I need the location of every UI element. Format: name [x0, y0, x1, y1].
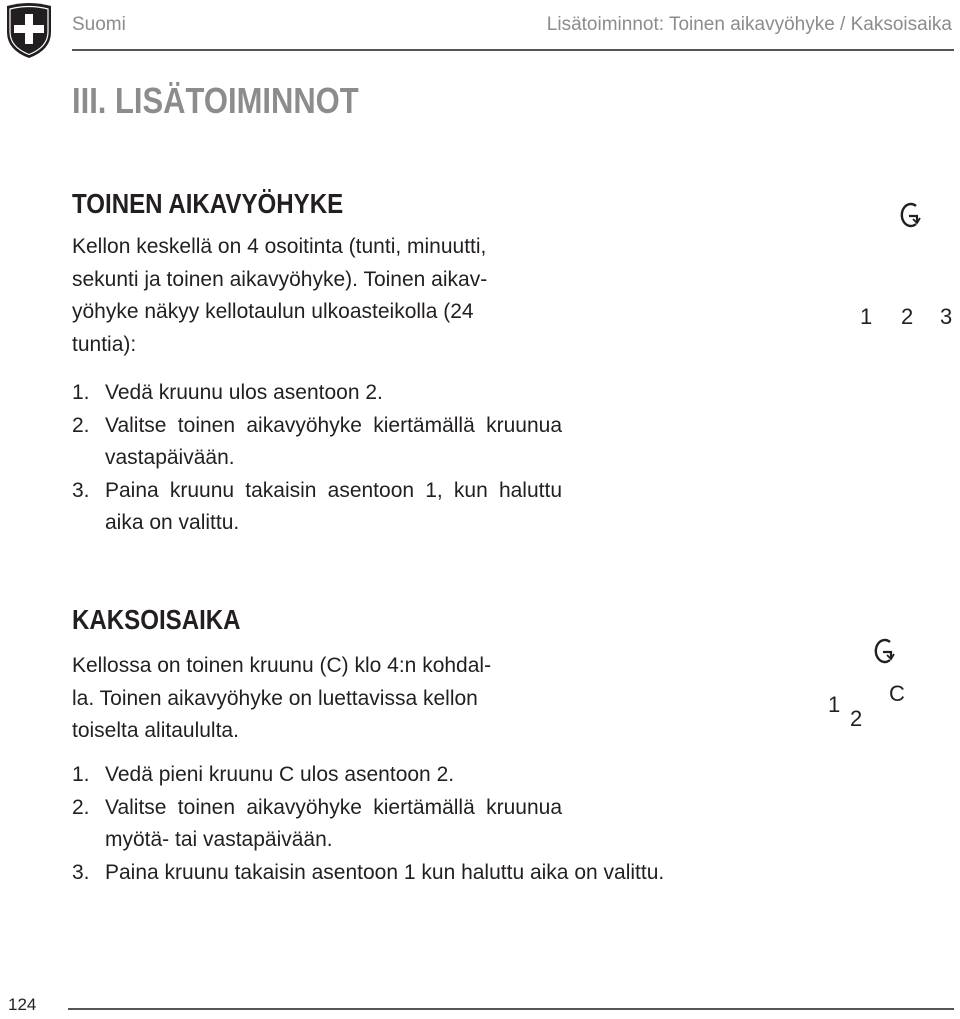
- header-section-title: Lisätoiminnot: Toinen aikavyöhyke / Kaksoisaika: [546, 14, 952, 35]
- intro-line: toiselta alitaululta.: [72, 719, 239, 743]
- step-item: [72, 377, 562, 410]
- step-text: Vedä pieni kruunu C ulos asentoon 2.: [105, 763, 455, 786]
- dual-time-steps: [72, 759, 772, 889]
- chapter-title: III. LISÄTOIMINNOT: [72, 80, 359, 121]
- crown-position-1: 1: [828, 692, 841, 717]
- step-item: [72, 410, 562, 475]
- crown-c-label: C: [889, 681, 905, 706]
- step-number: 1.: [72, 763, 90, 786]
- step-item: [72, 759, 562, 792]
- crown-position-1: 1: [860, 304, 873, 329]
- step-text: Valitse toinen aikavyöhyke kiertämällä kruunua myötä- tai vastapäivään.: [105, 795, 562, 852]
- brand-shield-logo: [4, 2, 54, 60]
- rotate-counterclockwise-icon: [870, 636, 896, 666]
- crown-position-2: 2: [850, 706, 863, 731]
- section-heading-second-time-zone: TOINEN AIKAVYÖHYKE: [72, 188, 344, 219]
- step-text: Vedä kruunu ulos asentoon 2.: [105, 381, 383, 404]
- intro-line: Kellossa on toinen kruunu (C) klo 4:n kohdal-: [72, 654, 492, 677]
- crown-position-3: 3: [940, 304, 953, 329]
- step-number: 2.: [72, 795, 90, 819]
- second-time-zone-steps: [72, 377, 562, 540]
- page-number: 124: [8, 995, 37, 1014]
- crown-position-2: 2: [901, 304, 914, 329]
- step-text: Paina kruunu takaisin asentoon 1 kun haluttu aika on valittu.: [105, 860, 665, 884]
- step-item: [72, 475, 562, 540]
- step-number: 3.: [72, 860, 90, 884]
- intro-line: sekunti ja toinen aikavyöhyke). Toinen aikav-: [72, 267, 488, 291]
- step-number: 1.: [72, 381, 90, 404]
- step-text: Paina kruunu takaisin asentoon 1, kun haluttu aika on valittu.: [105, 478, 562, 535]
- header-language: Suomi: [72, 14, 126, 35]
- section-heading-dual-time: KAKSOISAIKA: [72, 604, 241, 635]
- rotate-counterclockwise-icon: [896, 200, 922, 230]
- dual-time-intro: [72, 650, 562, 748]
- intro-line: la. Toinen aikavyöhyke on luettavissa kellon: [72, 686, 478, 710]
- intro-line: yöhyke näkyy kellotaulun ulkoasteikolla (24: [72, 300, 474, 324]
- step-item: [72, 792, 562, 857]
- step-text: Valitse toinen aikavyöhyke kiertämällä kruunua vastapäivään.: [105, 413, 562, 470]
- intro-line: tuntia):: [72, 332, 137, 356]
- intro-line: Kellon keskellä on 4 osoitinta (tunti, minuutti,: [72, 235, 487, 258]
- second-time-zone-intro: [72, 231, 562, 361]
- footer-divider: [68, 1008, 954, 1010]
- header-divider: [72, 49, 954, 51]
- step-number: 3.: [72, 478, 90, 502]
- step-item: [72, 857, 772, 890]
- step-number: 2.: [72, 413, 90, 437]
